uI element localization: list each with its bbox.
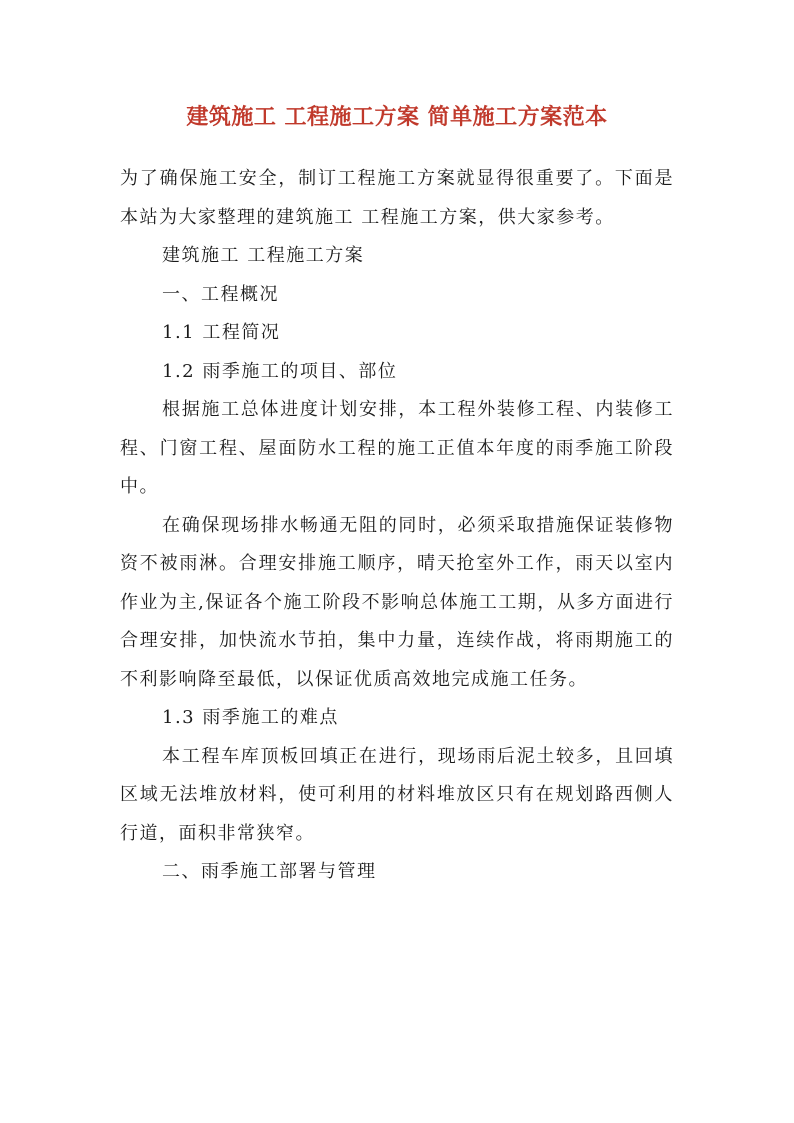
section-heading-2: 二、雨季施工部署与管理 [162,861,377,882]
document-title: 建筑施工 工程施工方案 简单施工方案范本 [186,104,608,130]
paragraph-difficulties: 本工程车库顶板回填正在进行，现场雨后泥土较多，且回填区域无法堆放材料，使可利用的材料堆放区只有在规划路西侧人行道，面积非常狭窄。 [120,745,674,844]
section-heading-1: 一、工程概况 [162,283,279,305]
subsection-heading-1-2: 1.2 雨季施工的项目、部位 [162,360,398,382]
paragraph-drainage: 在确保现场排水畅通无阻的同时，必须采取措施保证装修物资不被雨淋。合理安排施工顺序，晴天抢室外工作，雨天以室内作业为主,保证各个施工阶段不影响总体施工工期，从多方面进行合理安排，加快流水节拍，集中力量，连续作战，将雨期施工的不利影响降至最低，以保证优质高效地完成施工任务。 [120,514,674,690]
subsection-heading-1-1: 1.1 工程简况 [162,322,281,343]
document-body [120,160,674,892]
paragraph-intro: 为了确保施工安全，制订工程施工方案就显得很重要了。下面是本站为大家整理的建筑施工 工程施工方案，供大家参考。 [120,168,674,228]
paragraph-subtitle: 建筑施工 工程施工方案 [162,245,365,266]
paragraph-schedule: 根据施工总体进度计划安排，本工程外装修工程、内装修工程、门窗工程、屋面防水工程的施工正值本年度的雨季施工阶段中。 [120,399,674,497]
subsection-heading-1-3: 1.3 雨季施工的难点 [162,707,339,728]
